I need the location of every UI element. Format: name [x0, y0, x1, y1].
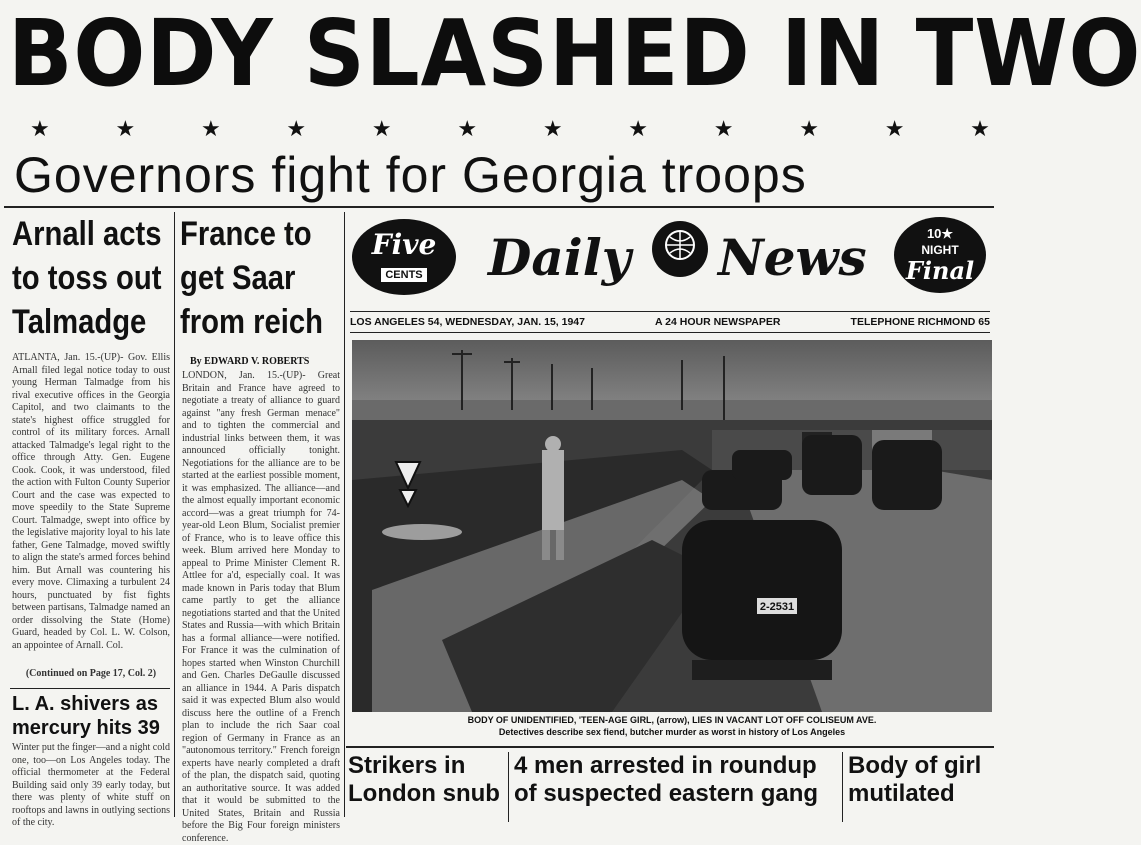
arrests-head-line: of suspected eastern gang [514, 780, 819, 807]
star-icon: ★ [628, 117, 649, 142]
night-final-badge [894, 217, 986, 293]
dateline-location-date: LOS ANGELES 54, WEDNESDAY, JAN. 15, 1947 [350, 316, 585, 328]
star-icon: ★ [970, 117, 990, 142]
girl-head-line: Body of girl [848, 752, 982, 779]
col2-head-line: get Saar [180, 259, 296, 297]
dateline [350, 313, 990, 331]
strikers-headline [348, 752, 506, 822]
strikers-head-line: Strikers in [348, 752, 466, 779]
masthead-globe-emblem [652, 221, 708, 277]
arrests-headline [514, 752, 840, 822]
star-icon: ★ [457, 117, 478, 142]
col2-headline [180, 212, 342, 352]
col2-head-line: from reich [180, 303, 323, 341]
col1-continued-note: (Continued on Page 17, Col. 2) [25, 668, 157, 679]
star-icon: ★ [30, 117, 50, 142]
star-icon: ★ [542, 117, 563, 142]
main-headline: BODY SLASHED IN TWO [8, 0, 1141, 107]
night-final-mid: NIGHT [921, 243, 959, 257]
stars-row [30, 116, 990, 144]
globe-icon [652, 221, 708, 277]
dateline-top-rule [350, 311, 990, 312]
body-of-girl-headline [848, 752, 994, 822]
star-icon: ★ [799, 117, 819, 142]
col1-article-body: ATLANTA, Jan. 15.-(UP)- Gov. Ellis Arnall filed legal notice today to oust young Herman Talmadge from his rival executive offices in the Georgia Capitol, and two claimants to the state's highest office struggled for control of its military forces. Arnall attacked Talmadge's legal right to the office through Atty. Gen. Eugene Cook. Cook, it was understood, filed the action with Fulton County Superior Court and the case was expected to move speedily to the State Supreme Court. Talmadge, swept into office by the legislative majority loyal to his late father, Gene Talmadge, moved swiftly to align the state's armed forces behind him. But Arnall was countering his every move. Climaxing a turbulent 24 hours, punctuated by fist fights between partisans, Talmadge named an order dissolving the State (Home) Guard, headed by Col. L. W. Colson, an appointee of Arnall. Col. [12, 352, 170, 651]
arrests-head-line: 4 men arrested in roundup [514, 752, 817, 779]
masthead-daily: Daily [488, 228, 631, 287]
section-rule [4, 206, 994, 208]
photo-caption [352, 714, 992, 744]
dateline-bottom-rule [350, 332, 990, 333]
night-final-bottom: Final [905, 256, 975, 285]
col1-headline [12, 212, 172, 352]
col1-divider [10, 688, 170, 689]
col1-head-line: Talmadge [12, 303, 147, 341]
star-icon: ★ [200, 117, 221, 142]
five-cents-top: Five [371, 228, 437, 261]
bottom-column-rule [842, 752, 843, 822]
star-icon: ★ [286, 117, 307, 142]
bottom-column-rule [508, 752, 509, 822]
license-plate-text: 2-2531 [759, 601, 795, 613]
star-icon: ★ [884, 117, 905, 142]
caption-line-1: BODY OF UNIDENTIFIED, 'TEEN-AGE GIRL, (arrow), LIES IN VACANT LOT OFF COLISEUM AVE. [467, 715, 877, 725]
masthead-news: News [718, 228, 867, 287]
strikers-head-line: London snub [348, 780, 500, 807]
col2-byline: By EDWARD V. ROBERTS [190, 356, 310, 367]
news-photo [352, 340, 992, 712]
bottom-rule [346, 746, 994, 748]
caption-line-2: Detectives describe sex fiend, butcher murder as worst in history of Los Angeles [498, 727, 846, 737]
dateline-tagline: A 24 HOUR NEWSPAPER [655, 316, 781, 328]
col1-second-body: Winter put the finger—and a night cold one, too—on Los Angeles today. The official thermometer at the Federal Building said only 39 early today, but there was plenty of white stuff on rooftops and lawns in outlying sections of the city. [12, 742, 170, 828]
dateline-telephone: TELEPHONE RICHMOND 65 [850, 316, 990, 328]
night-final-top: 10★ [926, 226, 954, 241]
masthead [348, 213, 990, 313]
five-cents-bottom: CENTS [381, 268, 426, 282]
col1-second-headline: L. A. shivers as mercury hits 39 [12, 693, 160, 739]
five-cents-badge [352, 219, 456, 295]
column-rule [174, 212, 175, 817]
star-icon: ★ [713, 117, 734, 142]
subheadline: Governors fight for Georgia troops [14, 147, 807, 203]
col1-head-line: to toss out [12, 259, 162, 297]
col2-head-line: France to [180, 215, 312, 253]
col2-article-body: LONDON, Jan. 15.-(UP)- Great Britain and France have agreed to negotiate a treaty of alliance to guard against "any fresh German menace" and to tighten the commercial and industrial links between them, it was announced officially tonight. Negotiations for the alliance are to be started at the earliest possible moment, it was emphasized. The alliance—and the almost equally important economic accord—was a great triumph for 74-year-old Leon Blum, Socialist premier of France, who is to leave office this week. Blum arrived here Monday to appeal to Prime Minister Clement R. Attlee for a'd, especially coal. It was made known in Paris today that Blum came partly to get the alliance negotiations started and that the United States and Russia—with which Britain has a formal alliance—were notified. For France it was the culmination of hopes started when Winston Churchill and Gen. Charles DeGaulle discussed an alliance in 1944. A Paris dispatch said it was expected Blum also would discuss here the outline of a French plan to include the rich Saar coal region of Germany in France as an "autonomous territory." French foreign experts have nearly completed a draft of the plan, the dispatch said, quoting an authoritative source. It was added that it would be submitted to the United States, Britain and Russia before the Big Four foreign ministers conference. [182, 370, 340, 844]
star-icon: ★ [115, 117, 136, 142]
col1-head-line: Arnall acts [12, 215, 162, 253]
crime-scene-photo [352, 340, 992, 712]
star-icon: ★ [371, 117, 392, 142]
girl-head-line: mutilated [848, 780, 955, 807]
column-rule [344, 212, 345, 817]
